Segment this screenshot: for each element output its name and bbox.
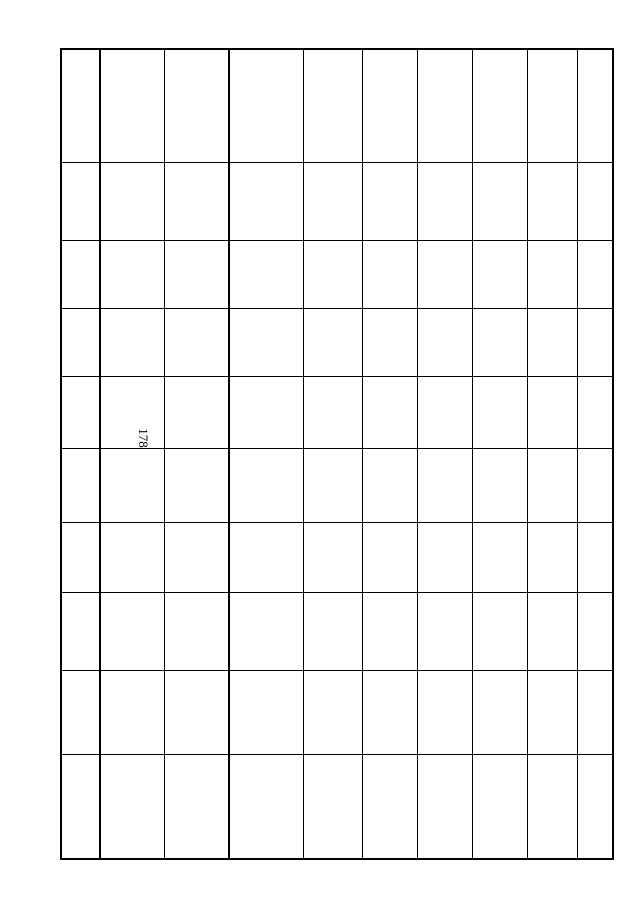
table-row-divider (62, 308, 612, 309)
table-column-divider (577, 50, 578, 858)
table-row-divider (62, 754, 612, 755)
table-row-divider (62, 376, 612, 377)
table-column-divider (527, 50, 528, 858)
table-column-divider (362, 50, 363, 858)
table-column-divider (164, 50, 165, 858)
table-row-divider (62, 448, 612, 449)
table-row-divider (62, 162, 612, 163)
table-row-divider (62, 522, 612, 523)
table-column-divider (417, 50, 418, 858)
table-row-divider (62, 592, 612, 593)
table-column-divider (472, 50, 473, 858)
table-row-divider (62, 670, 612, 671)
table-column-divider (99, 50, 101, 858)
rotated-table (60, 48, 614, 860)
page-number: 178 (136, 428, 151, 448)
table-row-divider (62, 240, 612, 241)
table-column-divider (228, 50, 230, 858)
table-column-divider (303, 50, 304, 858)
